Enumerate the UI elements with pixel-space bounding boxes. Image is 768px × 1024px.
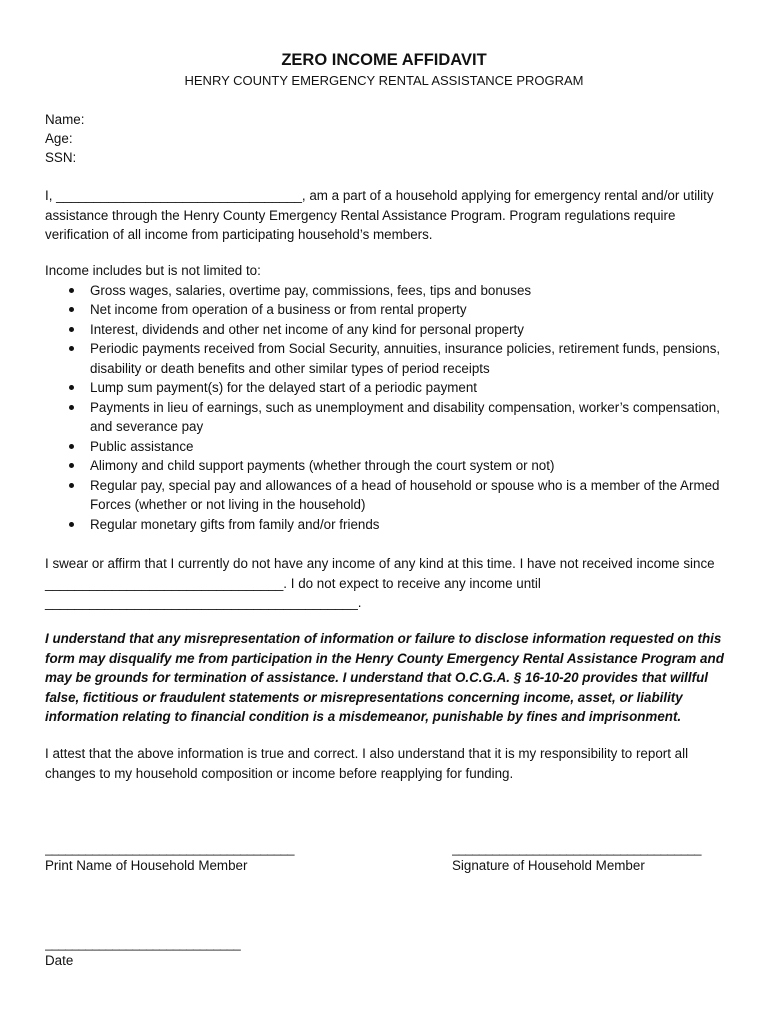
list-item: Interest, dividends and other net income of any kind for personal property (45, 320, 735, 340)
list-item: Payments in lieu of earnings, such as unemployment and disability compensation, worker’s compensation, and severance pay (45, 398, 735, 437)
income-section (45, 261, 735, 534)
age-field-label: Age: (45, 131, 73, 146)
document-title: ZERO INCOME AFFIDAVIT (281, 51, 487, 69)
signature-label: Signature of Household Member (452, 858, 645, 873)
income-heading: Income includes but is not limited to: (45, 263, 261, 278)
list-item: Periodic payments received from Social Security, annuities, insurance policies, retirement funds, pensions, disability or death benefits and other similar types of period receipts (45, 339, 735, 378)
list-item: Alimony and child support payments (whether through the court system or not) (45, 456, 735, 476)
name-field-label: Name: (45, 112, 85, 127)
ssn-field-label: SSN: (45, 150, 77, 165)
affirmation-paragraph: I swear or affirm that I currently do not have any income of any kind at this time. I have not received income since ________________________________. I do not expect to receive any income until __________________________________________. (45, 556, 715, 610)
list-item: Public assistance (45, 437, 735, 457)
date-line: _____________________________ (45, 937, 241, 951)
print-name-label: Print Name of Household Member (45, 858, 248, 873)
signature-block (452, 842, 727, 875)
list-item: Regular monetary gifts from family and/or friends (45, 515, 735, 535)
identity-fields (45, 110, 735, 167)
print-name-block (45, 842, 320, 875)
list-item: Lump sum payment(s) for the delayed start of a periodic payment (45, 378, 735, 398)
attestation-paragraph: I attest that the above information is true and correct. I also understand that it is my responsibility to report all changes to my household composition or income before reapplying for funding. (45, 746, 689, 781)
date-label: Date (45, 953, 74, 968)
intro-paragraph: I, _________________________________, am a part of a household applying for emergency rental and/or utility assistance through the Henry County Emergency Rental Assistance Program. Program regulations require verification of all income from participating household’s members. (45, 188, 714, 242)
signature-line: _____________________________________ (452, 842, 702, 856)
list-item: Gross wages, salaries, overtime pay, commissions, fees, tips and bonuses (45, 281, 735, 301)
misrepresentation-warning: I understand that any misrepresentation of information or failure to disclose information requested on this form may disqualify me from participation in the Henry County Emergency Rental Assistance Program and may be grounds for termination of assistance. I understand that O.C.G.A. § 16-10-20 provides that willful false, fictitious or fraudulent statements or misrepresentations concerning income, asset, or liability information relating to financial condition is a misdemeanor, punishable by fines and imprisonment. (45, 631, 724, 724)
print-name-line: _____________________________________ (45, 842, 295, 856)
document-subtitle: HENRY COUNTY EMERGENCY RENTAL ASSISTANCE PROGRAM (184, 73, 584, 88)
date-block (45, 937, 260, 970)
list-item: Regular pay, special pay and allowances of a head of household or spouse who is a member of the Armed Forces (whether or not living in the household) (45, 476, 735, 515)
list-item: Net income from operation of a business or from rental property (45, 300, 735, 320)
income-list (45, 281, 735, 535)
